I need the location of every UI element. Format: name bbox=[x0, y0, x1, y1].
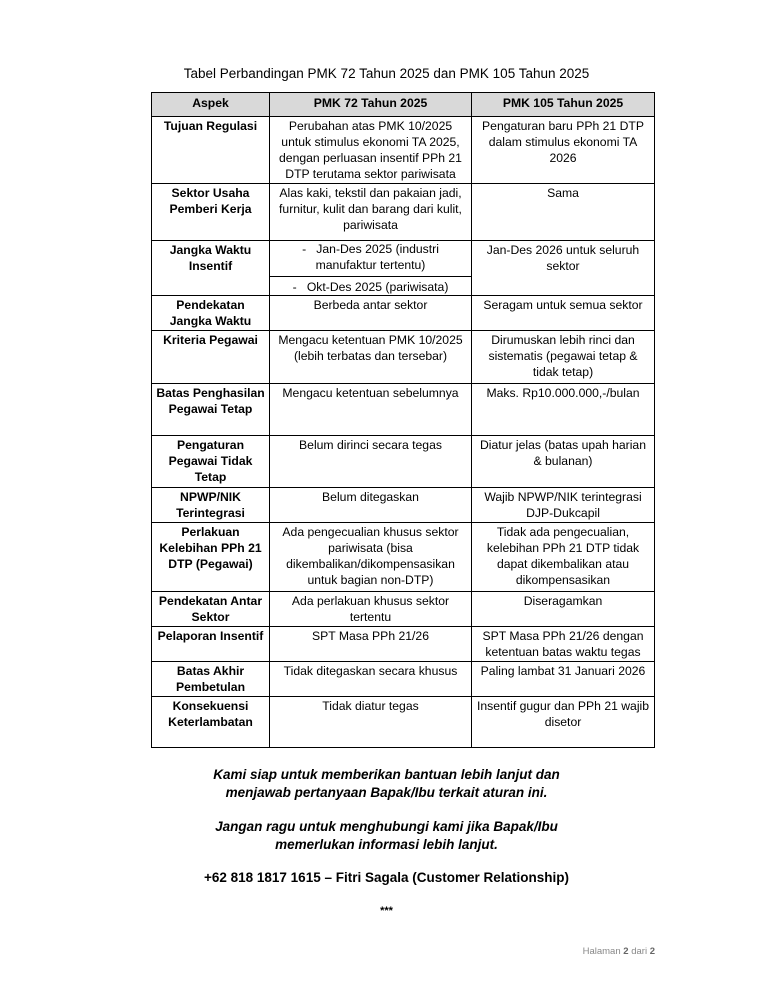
row-pmk105: Diatur jelas (batas upah harian & bulanan) bbox=[472, 436, 655, 488]
row-pmk105: Dirumuskan lebih rinci dan sistematis (pegawai tetap & tidak tetap) bbox=[472, 331, 655, 384]
row-pmk105: Tidak ada pengecualian, kelebihan PPh 21 DTP tidak dapat dikembalikan atau dikompensasikan bbox=[472, 523, 655, 592]
row-pmk105: Paling lambat 31 Januari 2026 bbox=[472, 662, 655, 697]
row-aspect: Batas Akhir Pembetulan bbox=[152, 662, 270, 697]
row-pmk72: Mengacu ketentuan sebelumnya bbox=[270, 384, 472, 436]
closing-paragraph-2: Jangan ragu untuk menghubungi kami jika Bapak/Ibu memerlukan informasi lebih lanjut. bbox=[215, 819, 558, 852]
row-pmk72: Ada perlakuan khusus sektor tertentu bbox=[270, 592, 472, 627]
table-header-row bbox=[152, 93, 655, 117]
row-pmk72: Alas kaki, tekstil dan pakaian jadi, furnitur, kulit dan barang dari kulit, pariwisata bbox=[270, 184, 472, 241]
row-pmk72: Berbeda antar sektor bbox=[270, 296, 472, 331]
document-title: Tabel Perbandingan PMK 72 Tahun 2025 dan PMK 105 Tahun 2025 bbox=[183, 66, 590, 81]
table-row bbox=[152, 523, 655, 592]
row-pmk72: Tidak diatur tegas bbox=[270, 697, 472, 748]
table-row bbox=[152, 331, 655, 384]
row-pmk72: Belum ditegaskan bbox=[270, 488, 472, 523]
row-aspect: Pendekatan Antar Sektor bbox=[152, 592, 270, 627]
table-row bbox=[152, 241, 655, 296]
row-pmk105: Maks. Rp10.000.000,-/bulan bbox=[472, 384, 655, 436]
row-pmk72: Ada pengecualian khusus sektor pariwisata (bisa dikembalikan/dikompensasikan untuk bagian non-DTP) bbox=[270, 523, 472, 592]
row-pmk72-split bbox=[270, 241, 472, 296]
page-number: Halaman 2 dari 2 bbox=[582, 946, 655, 957]
row-pmk105: Jan-Des 2026 untuk seluruh sektor bbox=[472, 241, 655, 296]
column-header-pmk105: PMK 105 Tahun 2025 bbox=[472, 93, 655, 117]
column-header-pmk72: PMK 72 Tahun 2025 bbox=[270, 93, 472, 117]
table-row bbox=[152, 627, 655, 662]
table-row bbox=[152, 384, 655, 436]
row-aspect: Pelaporan Insentif bbox=[152, 627, 270, 662]
row-aspect: Konsekuensi Keterlambatan bbox=[152, 697, 270, 748]
contact-line: +62 818 1817 1615 – Fitri Sagala (Customer Relationship) bbox=[203, 870, 570, 885]
row-pmk72: SPT Masa PPh 21/26 bbox=[270, 627, 472, 662]
row-aspect: Jangka Waktu Insentif bbox=[152, 241, 270, 296]
row-aspect: Batas Penghasilan Pegawai Tetap bbox=[152, 384, 270, 436]
row-pmk72: Perubahan atas PMK 10/2025 untuk stimulus ekonomi TA 2025, dengan perluasan insentif PPh 21 DTP terutama sektor pariwisata bbox=[270, 117, 472, 184]
row-aspect: Tujuan Regulasi bbox=[152, 117, 270, 184]
row-pmk72: Tidak ditegaskan secara khusus bbox=[270, 662, 472, 697]
row-aspect: Perlakuan Kelebihan PPh 21 DTP (Pegawai) bbox=[152, 523, 270, 592]
row-aspect: Pendekatan Jangka Waktu bbox=[152, 296, 270, 331]
row-pmk105: Seragam untuk semua sektor bbox=[472, 296, 655, 331]
table-row bbox=[152, 488, 655, 523]
table-row bbox=[152, 184, 655, 241]
row-pmk72: Mengacu ketentuan PMK 10/2025 (lebih terbatas dan tersebar) bbox=[270, 331, 472, 384]
table-row bbox=[152, 662, 655, 697]
table-row bbox=[152, 117, 655, 184]
separator: *** bbox=[380, 905, 393, 917]
pmk72-period-tourism: - Okt-Des 2025 (pariwisata) bbox=[292, 280, 449, 294]
comparison-table bbox=[151, 92, 655, 748]
row-pmk105: SPT Masa PPh 21/26 dengan ketentuan batas waktu tegas bbox=[472, 627, 655, 662]
closing-paragraph-1: Kami siap untuk memberikan bantuan lebih lanjut dan menjawab pertanyaan Bapak/Ibu terkait aturan ini. bbox=[213, 767, 560, 800]
column-header-aspek: Aspek bbox=[152, 93, 270, 117]
table-row bbox=[152, 697, 655, 748]
row-aspect: Pengaturan Pegawai Tidak Tetap bbox=[152, 436, 270, 488]
row-pmk105: Diseragamkan bbox=[472, 592, 655, 627]
table-row bbox=[152, 592, 655, 627]
table-row bbox=[152, 296, 655, 331]
pmk72-period-manufacturing: - Jan-Des 2025 (industri manufaktur tertentu) bbox=[270, 241, 471, 277]
row-aspect: NPWP/NIK Terintegrasi bbox=[152, 488, 270, 523]
row-pmk105: Sama bbox=[472, 184, 655, 241]
table-row bbox=[152, 436, 655, 488]
row-pmk105: Wajib NPWP/NIK terintegrasi DJP-Dukcapil bbox=[472, 488, 655, 523]
row-aspect: Sektor Usaha Pemberi Kerja bbox=[152, 184, 270, 241]
row-pmk72: Belum dirinci secara tegas bbox=[270, 436, 472, 488]
row-pmk105: Insentif gugur dan PPh 21 wajib disetor bbox=[472, 697, 655, 748]
row-pmk105: Pengaturan baru PPh 21 DTP dalam stimulus ekonomi TA 2026 bbox=[472, 117, 655, 184]
row-aspect: Kriteria Pegawai bbox=[152, 331, 270, 384]
